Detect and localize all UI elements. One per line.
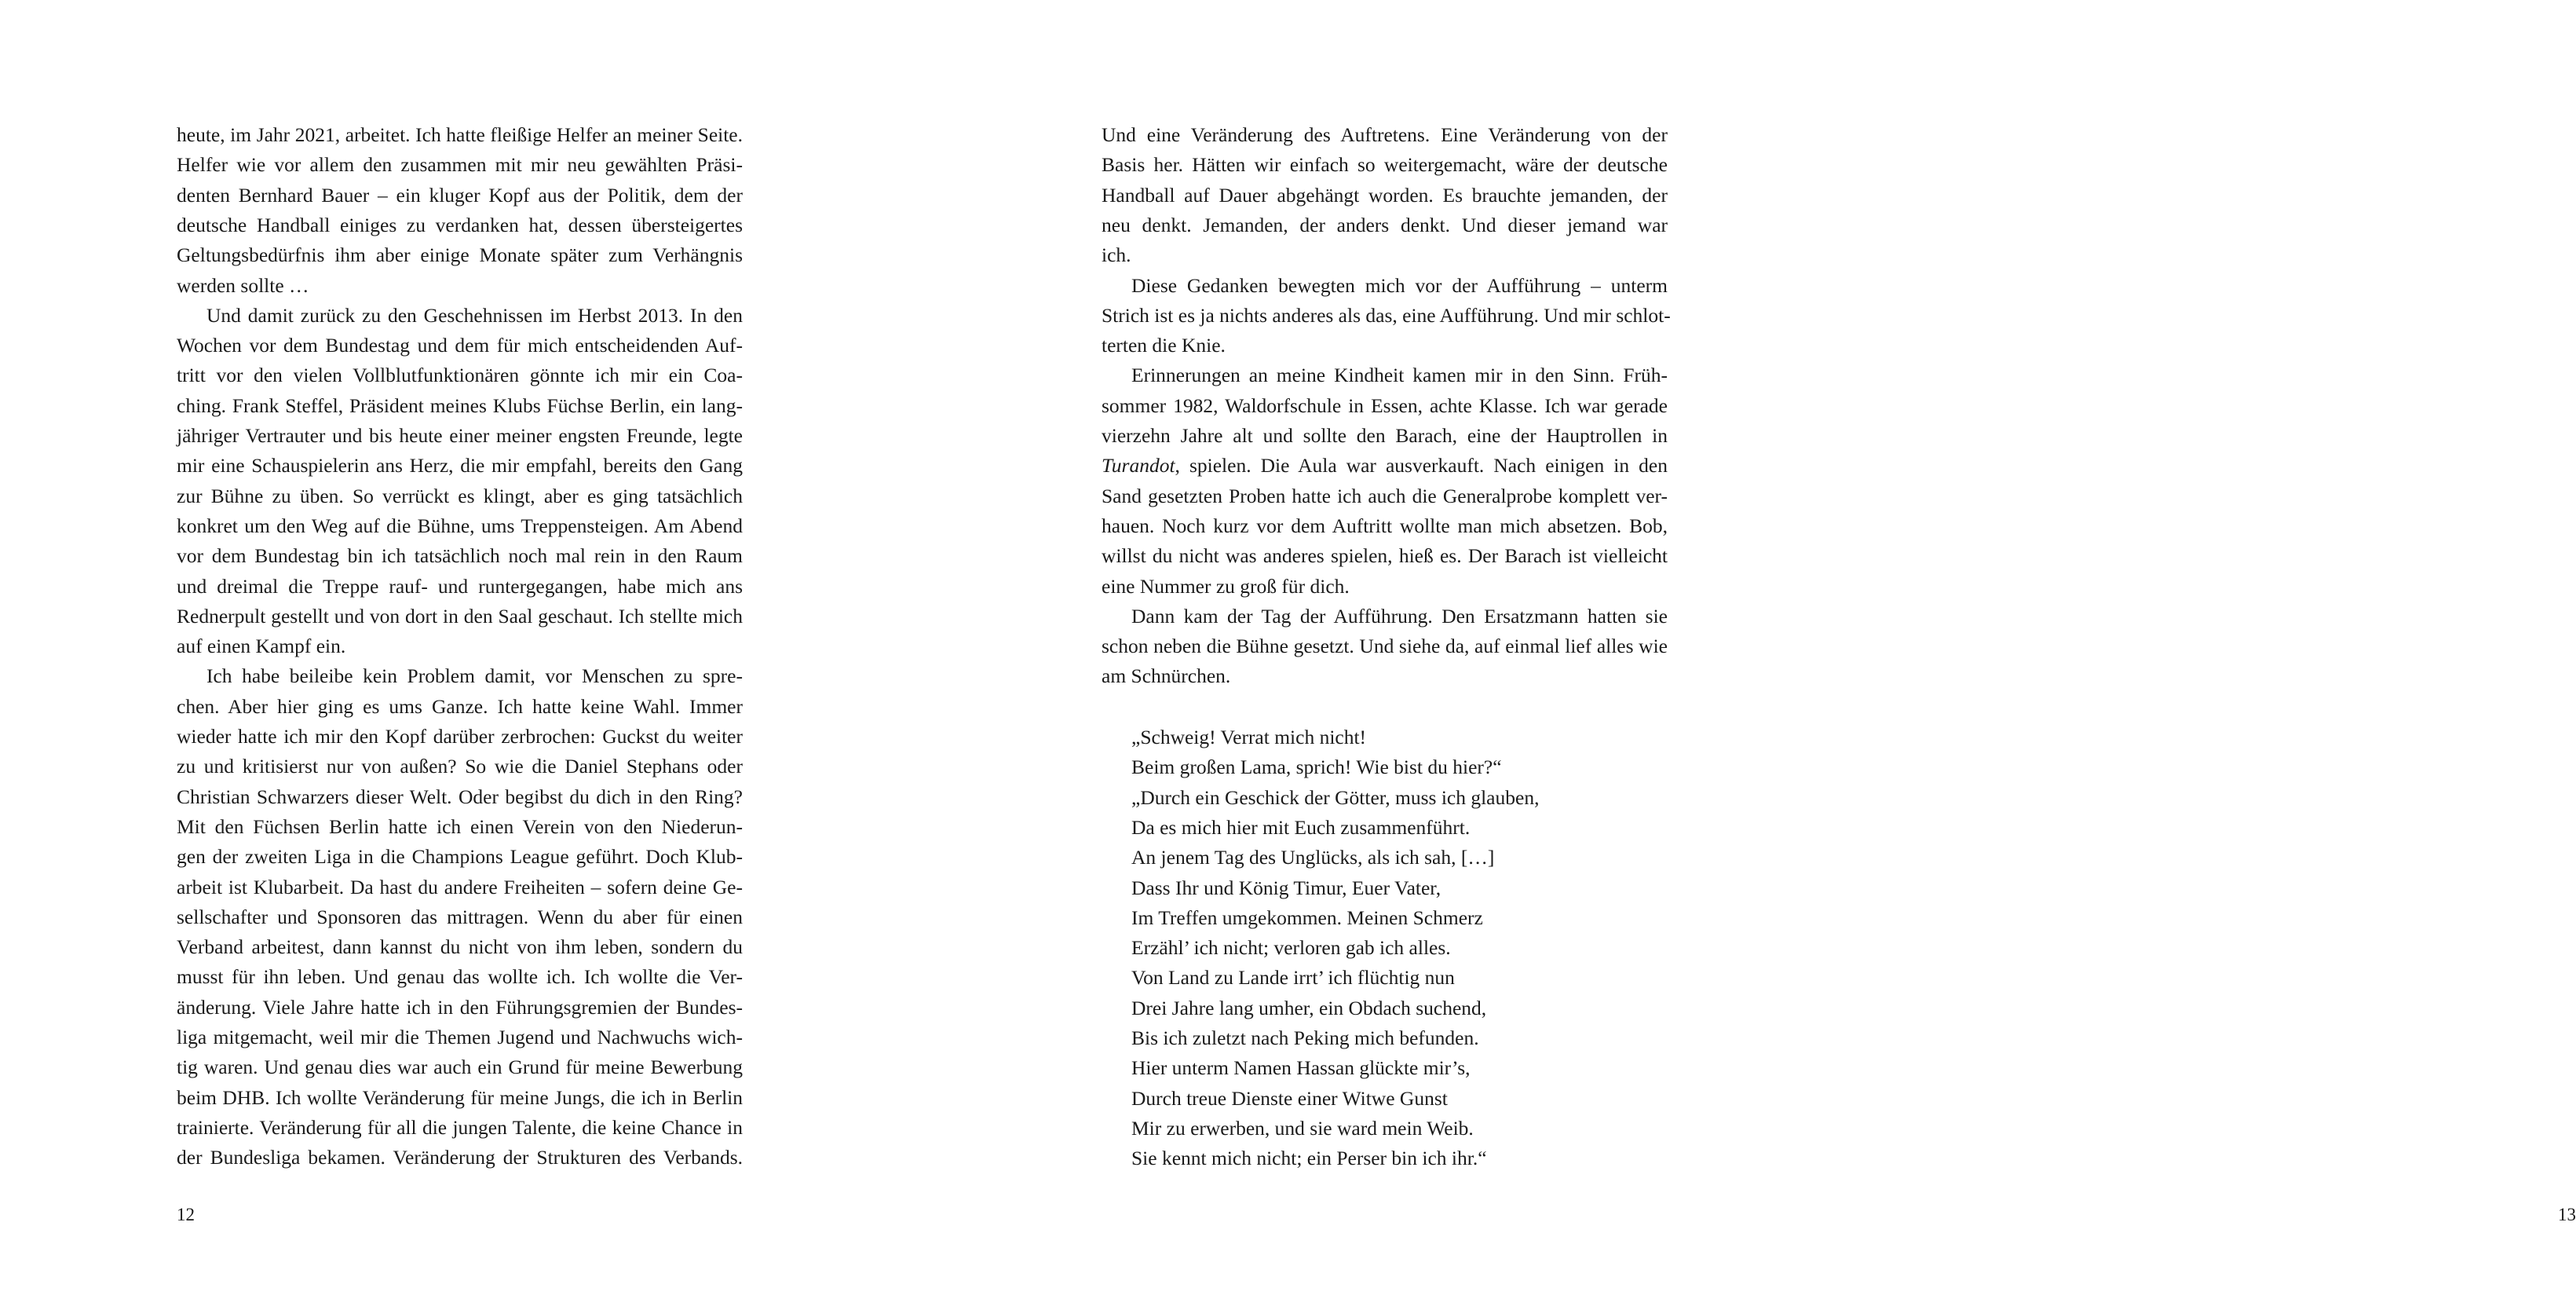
text-line: Rednerpult gestellt und von dort in den Saal geschaut. Ich stellte mich	[177, 604, 743, 628]
text-line: schon neben die Bühne gesetzt. Und siehe da, auf einmal lief alles wie	[1102, 635, 1668, 658]
text-line: Erinnerungen an meine Kindheit kamen mir in den Sinn. Früh-	[1131, 364, 1668, 387]
text-line: neu denkt. Jemanden, der anders denkt. Und dieser jemand war	[1102, 213, 1668, 236]
verse-line: Im Treffen umgekommen. Meinen Schmerz	[1131, 906, 1483, 929]
right-page	[919, 0, 2576, 1299]
text-line: terten die Knie.	[1102, 334, 1226, 357]
text-line: deutsche Handball einiges zu verdanken hat, dessen übersteigertes	[177, 213, 743, 236]
left-page	[0, 0, 919, 1299]
verse-line: Drei Jahre lang umher, ein Obdach suchend,	[1131, 996, 1487, 1019]
text-line: Christian Schwarzers dieser Welt. Oder begibst du dich in den Ring?	[177, 785, 743, 808]
text-line: Ich habe beileibe kein Problem damit, vor Menschen zu spre-	[206, 664, 743, 688]
text-line: Verband arbeitest, dann kannst du nicht von ihm leben, sondern du	[177, 935, 743, 959]
verse-line: Mir zu erwerben, und sie ward mein Weib.	[1131, 1116, 1474, 1140]
text-line: beim DHB. Ich wollte Veränderung für meine Jungs, die ich in Berlin	[177, 1085, 743, 1109]
verse-line: Von Land zu Lande irrt’ ich flüchtig nun	[1131, 966, 1455, 990]
text-line: Helfer wie vor allem den zusammen mit mir neu gewählten Präsi-	[177, 153, 743, 177]
text-line: wieder hatte ich mir den Kopf darüber zerbrochen: Guckst du weiter	[177, 725, 743, 748]
text-line: trainierte. Veränderung für all die jungen Talente, die keine Chance in	[177, 1115, 743, 1139]
verse-line: Da es mich hier mit Euch zusammenführt.	[1131, 815, 1471, 839]
text-line: tig waren. Und genau dies war auch ein Grund für meine Bewerbung	[177, 1056, 743, 1079]
verse-line: Dass Ihr und König Timur, Euer Vater,	[1131, 876, 1441, 899]
text-line: der Bundesliga bekamen. Veränderung der Strukturen des Verbands.	[177, 1146, 743, 1169]
text-line: sommer 1982, Waldorfschule in Essen, achte Klasse. Ich war gerade	[1102, 393, 1668, 417]
text-line: arbeit ist Klubarbeit. Da hast du andere Freiheiten – sofern deine Ge-	[177, 875, 743, 898]
verse-line: „Durch ein Geschick der Götter, muss ich glauben,	[1131, 785, 1540, 809]
verse-line: Hier unterm Namen Hassan glückte mir’s,	[1131, 1056, 1471, 1080]
verse-line: An jenem Tag des Unglücks, als ich sah, […]	[1131, 846, 1495, 869]
verse-line: Durch treue Dienste einer Witwe Gunst	[1131, 1086, 1448, 1110]
text-line: vierzehn Jahre alt und sollte den Barach, eine der Hauptrollen in	[1102, 424, 1668, 447]
text-line: hauen. Noch kurz vor dem Auftritt wollte man mich absetzen. Bob,	[1102, 514, 1668, 537]
text-line: Sand gesetzten Proben hatte ich auch die Generalprobe komplett ver-	[1102, 484, 1668, 507]
text-line: gen der zweiten Liga in die Champions League geführt. Doch Klub-	[177, 845, 743, 869]
page-number-left: 12	[177, 1205, 195, 1224]
text-line: Geltungsbedürfnis ihm aber einige Monate später zum Verhängnis	[177, 243, 743, 267]
text-line: sellschafter und Sponsoren das mittragen. Wenn du aber für einen	[177, 905, 743, 928]
text-line: und dreimal die Treppe rauf- und runtergegangen, habe mich ans	[177, 574, 743, 598]
text-line: tritt vor den vielen Vollblutfunktionären gönnte ich mir ein Coa-	[177, 364, 743, 387]
verse-line: Erzähl’ ich nicht; verloren gab ich alles.	[1131, 936, 1451, 960]
text-line: Dann kam der Tag der Aufführung. Den Ersatzmann hatten sie	[1131, 604, 1668, 628]
text-line: vor dem Bundestag bin ich tatsächlich noch mal rein in den Raum	[177, 544, 743, 568]
text-line: änderung. Viele Jahre hatte ich in den Führungsgremien der Bundes-	[177, 995, 743, 1019]
text-line: eine Nummer zu groß für dich.	[1102, 574, 1350, 598]
text-line: willst du nicht was anderes spielen, hieß es. Der Barach ist vielleicht	[1102, 544, 1668, 568]
text-line: denten Bernhard Bauer – ein kluger Kopf aus der Politik, dem der	[177, 183, 743, 207]
text-line: Und eine Veränderung des Auftretens. Eine Veränderung von der	[1102, 123, 1668, 146]
text-line: Handball auf Dauer abgehängt worden. Es brauchte jemanden, der	[1102, 183, 1668, 207]
text-line: Diese Gedanken bewegten mich vor der Aufführung – unterm	[1131, 273, 1668, 297]
verse-line: Bis ich zuletzt nach Peking mich befunden.	[1131, 1026, 1479, 1049]
text-line: auf einen Kampf ein.	[177, 635, 346, 658]
text-line: zur Bühne zu üben. So verrückt es klingt, aber es ging tatsächlich	[177, 484, 743, 507]
text-line: ich.	[1102, 243, 1131, 267]
text-line: Basis her. Hätten wir einfach so weitergemacht, wäre der deutsche	[1102, 153, 1668, 177]
text-line: Strich ist es ja nichts anderes als das, eine Aufführung. Und mir schlot-	[1102, 303, 1671, 327]
text-line: werden sollte …	[177, 273, 309, 297]
page-number-right: 13	[2558, 1205, 2576, 1224]
text-line: am Schnürchen.	[1102, 664, 1231, 688]
verse-line: „Schweig! Verrat mich nicht!	[1131, 726, 1367, 748]
text-line: Turandot, spielen. Die Aula war ausverkauft. Nach einigen in den	[1102, 454, 1668, 478]
text-line: jähriger Vertrauter und bis heute einer meiner engsten Freunde, legte	[177, 424, 743, 447]
text-line: mir eine Schauspielerin ans Herz, die mir empfahl, bereits den Gang	[177, 454, 743, 478]
verse-line: Beim großen Lama, sprich! Wie bist du hier?“	[1131, 756, 1502, 779]
text-line: heute, im Jahr 2021, arbeitet. Ich hatte fleißige Helfer an meiner Seite.	[177, 123, 743, 146]
text-line: Wochen vor dem Bundestag und dem für mich entscheidenden Auf-	[177, 334, 743, 357]
text-line: musst für ihn leben. Und genau das wollte ich. Ich wollte die Ver-	[177, 965, 743, 989]
text-line: chen. Aber hier ging es ums Ganze. Ich hatte keine Wahl. Immer	[177, 694, 743, 718]
verse-line: Sie kennt mich nicht; ein Perser bin ich ihr.“	[1131, 1147, 1487, 1170]
text-line: liga mitgemacht, weil mir die Themen Jugend und Nachwuchs wich-	[177, 1026, 743, 1048]
text-line: Mit den Füchsen Berlin hatte ich einen Verein von den Niederun-	[177, 814, 743, 838]
text-line: ching. Frank Steffel, Präsident meines Klubs Füchse Berlin, ein lang-	[177, 393, 743, 417]
text-line: Und damit zurück zu den Geschehnissen im Herbst 2013. In den	[206, 303, 743, 327]
text-line: konkret um den Weg auf die Bühne, ums Treppensteigen. Am Abend	[177, 514, 743, 537]
text-line: zu und kritisierst nur von außen? So wie die Daniel Stephans oder	[177, 755, 743, 778]
